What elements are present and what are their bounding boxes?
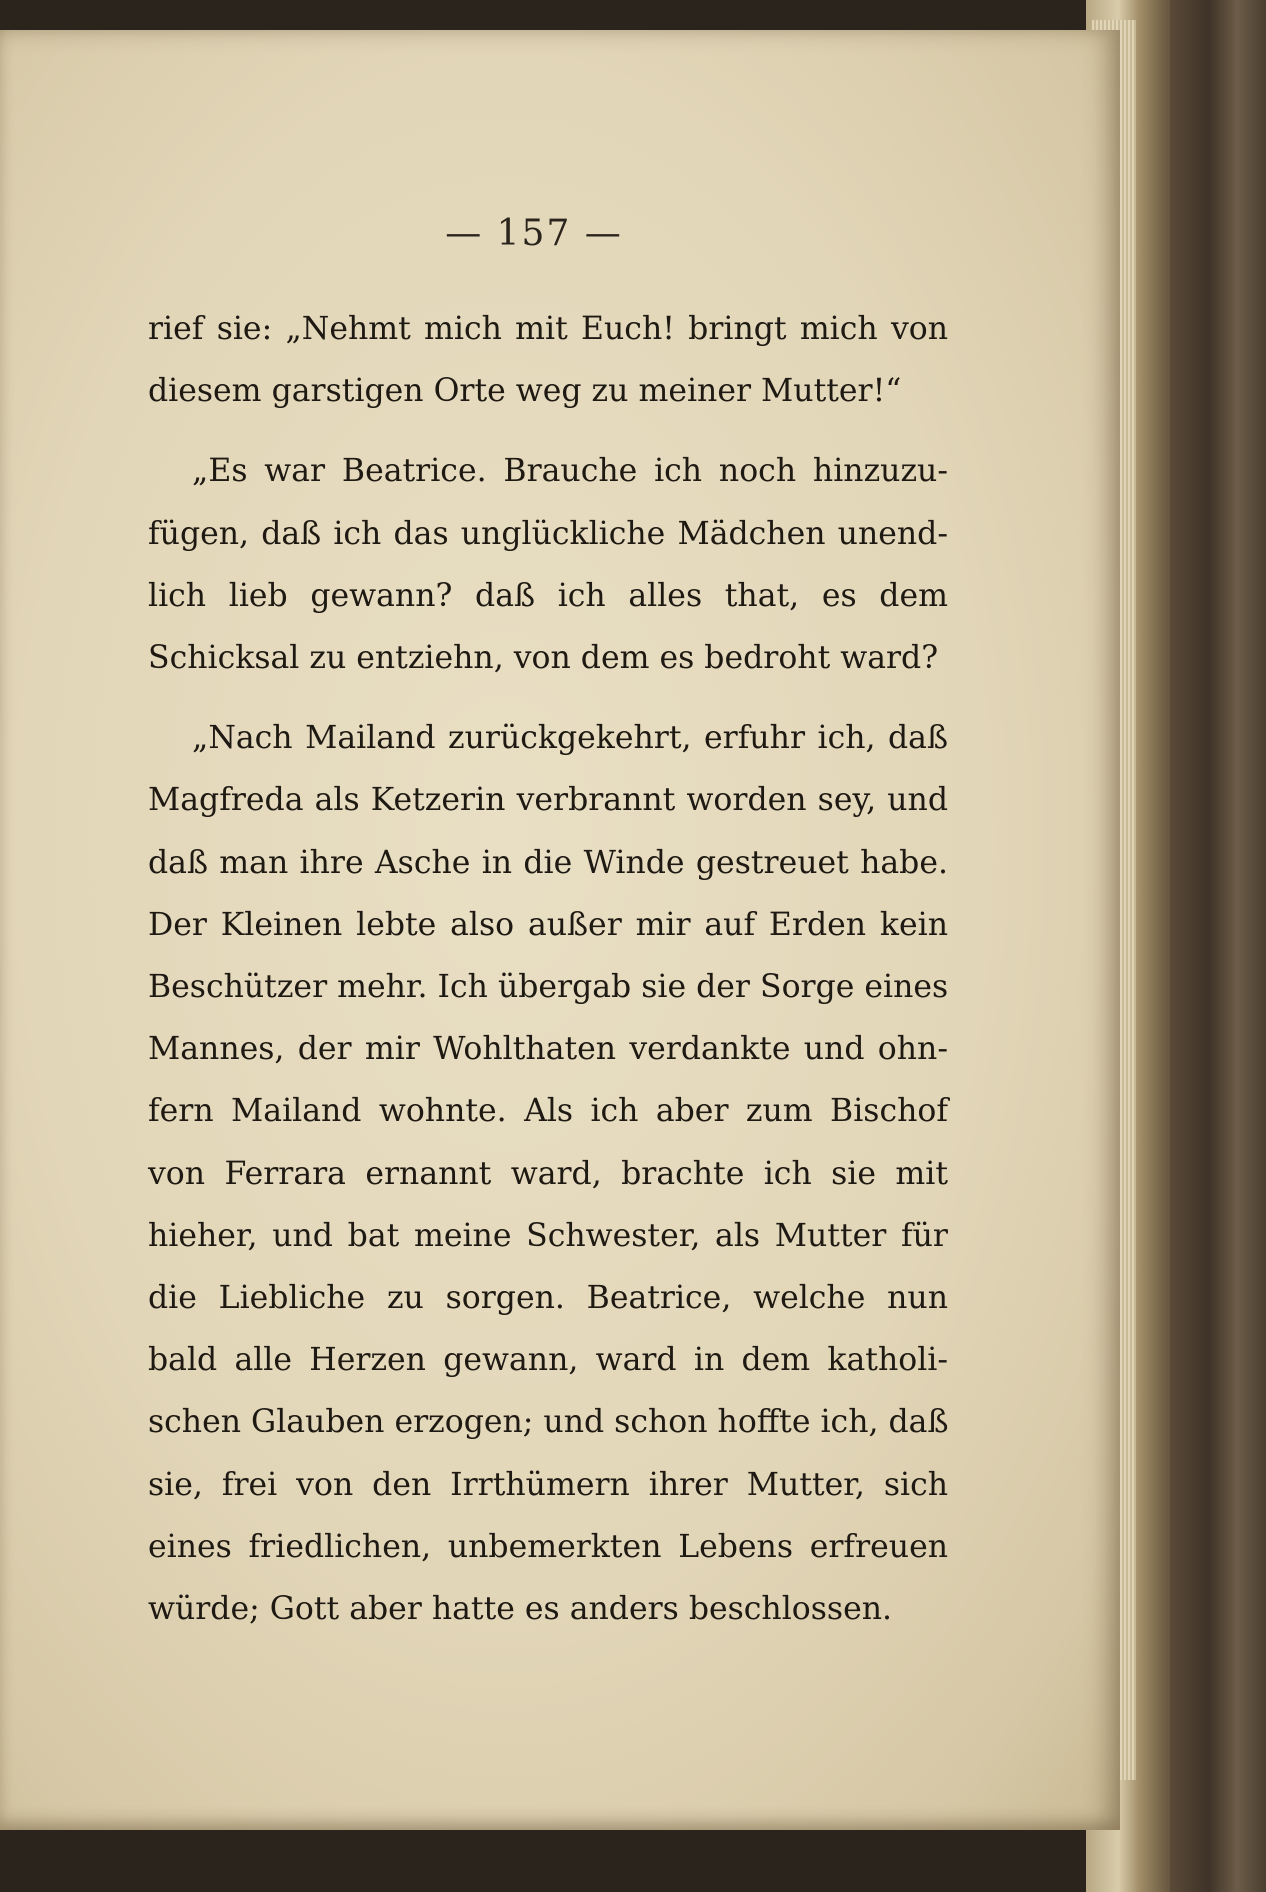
text-line: schen Glauben erzogen; und schon hoffte ich, daß bbox=[148, 1404, 949, 1441]
book-cover-edge bbox=[1170, 0, 1266, 1892]
page-text bbox=[148, 298, 948, 1640]
text-line: daß man ihre Asche in die Winde gestreuet habe. bbox=[148, 844, 948, 881]
text-line: Mannes, der mir Wohlthaten verdankte und ohn- bbox=[148, 1031, 948, 1068]
text-line: eines friedlichen, unbemerkten Lebens erfreuen bbox=[148, 1528, 948, 1565]
text-line: hieher, und bat meine Schwester, als Mutter für bbox=[148, 1217, 948, 1254]
text-line: diesem garstigen Orte weg zu meiner Mutter!“ bbox=[148, 373, 902, 410]
text-line: sie, frei von den Irrthümern ihrer Mutter, sich bbox=[148, 1466, 948, 1503]
text-line: würde; Gott aber hatte es anders beschlossen. bbox=[148, 1591, 893, 1628]
paragraph bbox=[148, 440, 948, 689]
text-line: Schicksal zu entziehn, von dem es bedroht ward? bbox=[148, 640, 939, 677]
text-line: „Nach Mailand zurückgekehrt, erfuhr ich, daß bbox=[192, 720, 948, 757]
text-line: die Liebliche zu sorgen. Beatrice, welche nun bbox=[148, 1280, 948, 1317]
text-line: fügen, daß ich das unglückliche Mädchen unend- bbox=[148, 515, 948, 552]
text-line: rief sie: „Nehmt mich mit Euch! bringt mich von bbox=[148, 311, 948, 347]
text-line: „Es war Beatrice. Brauche ich noch hinzuzu- bbox=[192, 453, 948, 490]
paragraph bbox=[148, 707, 948, 1640]
text-line: Magfreda als Ketzerin verbrannt worden sey, und bbox=[148, 782, 948, 819]
page-number: — 157 — bbox=[445, 213, 623, 254]
text-line: von Ferrara ernannt ward, brachte ich sie mit bbox=[148, 1155, 948, 1192]
book-page bbox=[0, 30, 1120, 1830]
paragraph bbox=[148, 298, 948, 422]
text-line: fern Mailand wohnte. Als ich aber zum Bischof bbox=[148, 1093, 948, 1130]
text-line: Beschützer mehr. Ich übergab sie der Sorge eines bbox=[148, 969, 949, 1006]
text-line: lich lieb gewann? daß ich alles that, es dem bbox=[148, 577, 948, 614]
text-line: Der Kleinen lebte also außer mir auf Erden kein bbox=[148, 906, 948, 943]
text-line: bald alle Herzen gewann, ward in dem katholi- bbox=[148, 1342, 948, 1379]
